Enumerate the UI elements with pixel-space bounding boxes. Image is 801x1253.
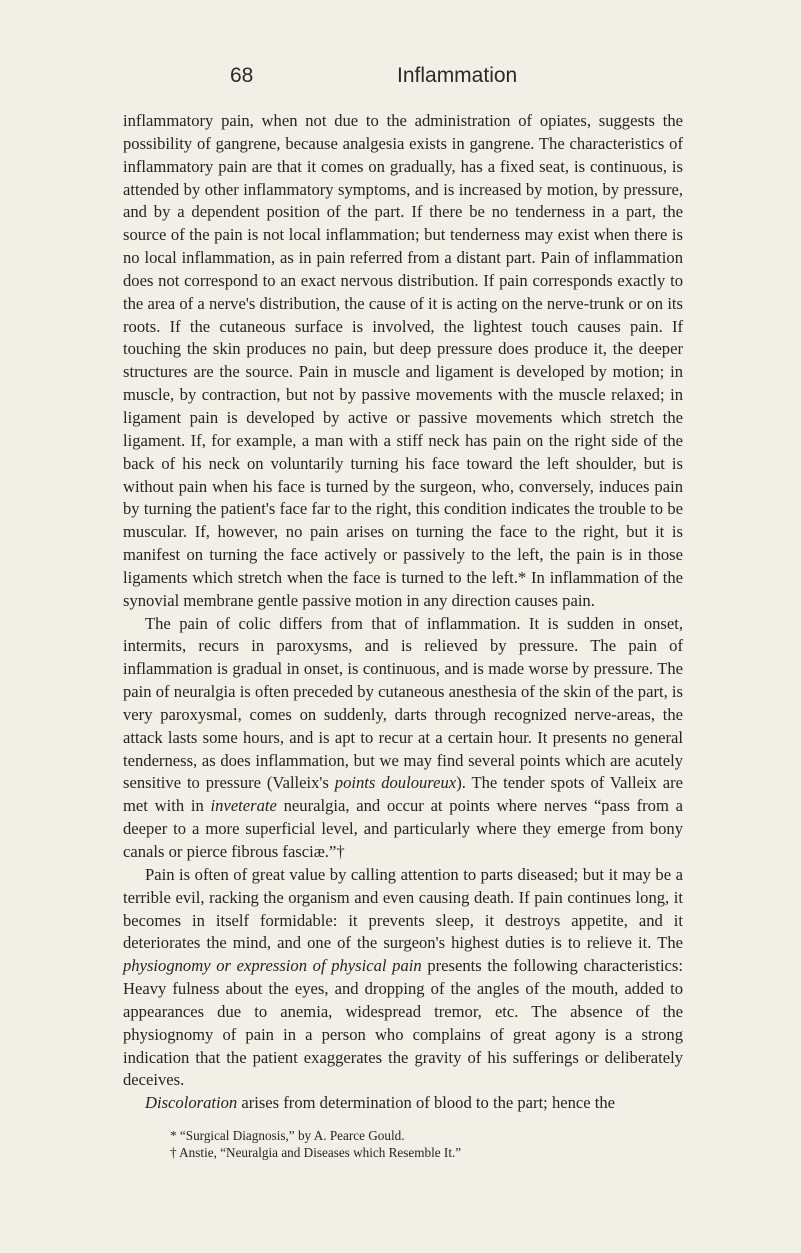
text-run: neuralgia, and occur at points where nerves “pass from a deeper to a more superficial level, and particularly where they emerge from bony canals or pierce fibrous fasciæ.”† bbox=[123, 796, 684, 861]
italic-phrase: points douloureux bbox=[334, 773, 457, 793]
paragraph bbox=[123, 110, 683, 613]
text-run: presents the following characteristics: Heavy fulness about the eyes, and dropping of the angles of the mouth, added to appearances due to anemia, widespread tremor, etc. The absence of the physiognomy of pain in a person who complains of great agony is a strong indication that the patient exaggerates the gravity of his sufferings or deliberately deceives. bbox=[123, 956, 683, 1090]
text-run: The pain of colic differs from that of inflammation. It is sudden in onset, intermits, recurs in paroxysms, and is relieved by pressure. The pain of inflammation is gradual in onset, is continuous, and is made worse by pressure. The pain of neuralgia is often preceded by cutaneous anesthesia of the skin of the part, is very paroxysmal, comes on suddenly, darts through recognized nerve-areas, the attack lasts some hours, and is apt to recur at a certain hour. It presents no general tenderness, as does inflammation, but we may find several points which are acutely sensitive to pressure (Valleix's bbox=[123, 613, 683, 793]
text-run: inflammatory pain, when not due to the administration of opiates, suggests the possibility of gangrene, because analgesia exists in gangrene. The characteristics of inflammatory pain are that it comes on gradually, has a fixed seat, is continuous, is attended by other inflammatory symptoms, and is increased by motion, by pressure, and by a dependent position of the part. If there be no tenderness in a part, the source of the pain is not local inflammation; but tenderness may exist when there is no local inflammation, as in pain referred from a distant part. Pain of inflammation does not correspond to an exact nervous distribution. If pain corresponds exactly to the area of a nerve's distribution, the cause of it is acting on the nerve-trunk or on its roots. If the cutaneous surface is involved, the lightest touch causes pain. If touching the skin produces no pain, but deep pressure does produce it, the deeper structures are the source. Pain in muscle and ligament is developed by motion; in muscle, by contraction, but not by passive movements with the muscle relaxed; in ligament pain is developed by active or passive movements which stretch the ligament. If, for example, a man with a stiff neck has pain on the right side of the back of his neck on voluntarily turning his face toward the left shoulder, but is without pain when his face is turned by the surgeon, who, conversely, induces pain by turning the patient's face far to the right, this condition indicates the trouble to be muscular. If, however, no pain arises on turning the face to the right, but it is manifest on turning the face actively or passively to the left, the pain is in those ligaments which stretch when the face is turned to the left.* In inflammation of the synovial membrane gentle passive motion in any direction causes pain. bbox=[123, 111, 683, 610]
paragraph bbox=[123, 864, 683, 1092]
italic-phrase: Discoloration bbox=[145, 1093, 238, 1113]
text-run: arises from determination of blood to the part; hence the bbox=[237, 1093, 616, 1113]
body-text bbox=[123, 110, 683, 1115]
text-run: ). The tender spots of Valleix are met with in bbox=[123, 773, 683, 816]
running-header bbox=[230, 64, 761, 94]
italic-phrase: inveterate bbox=[210, 796, 277, 816]
footnote: † Anstie, “Neuralgia and Diseases which Resemble It.” bbox=[170, 1145, 462, 1160]
italic-phrase: physiognomy or expression of physical pain bbox=[123, 956, 422, 976]
text-run: Pain is often of great value by calling attention to parts diseased; but it may be a terrible evil, racking the organism and even causing death. If pain continues long, it becomes in itself formidable: it prevents sleep, it destroys appetite, and it deteriorates the mind, and one of the surgeon's highest duties is to relieve it. The bbox=[123, 864, 683, 953]
page-number: 68 bbox=[230, 64, 254, 87]
running-title: Inflammation bbox=[397, 64, 518, 87]
footnote: * “Surgical Diagnosis,” by A. Pearce Gould. bbox=[170, 1128, 405, 1143]
paragraph bbox=[123, 613, 683, 864]
footnotes bbox=[170, 1127, 670, 1161]
paragraph bbox=[123, 1092, 683, 1115]
